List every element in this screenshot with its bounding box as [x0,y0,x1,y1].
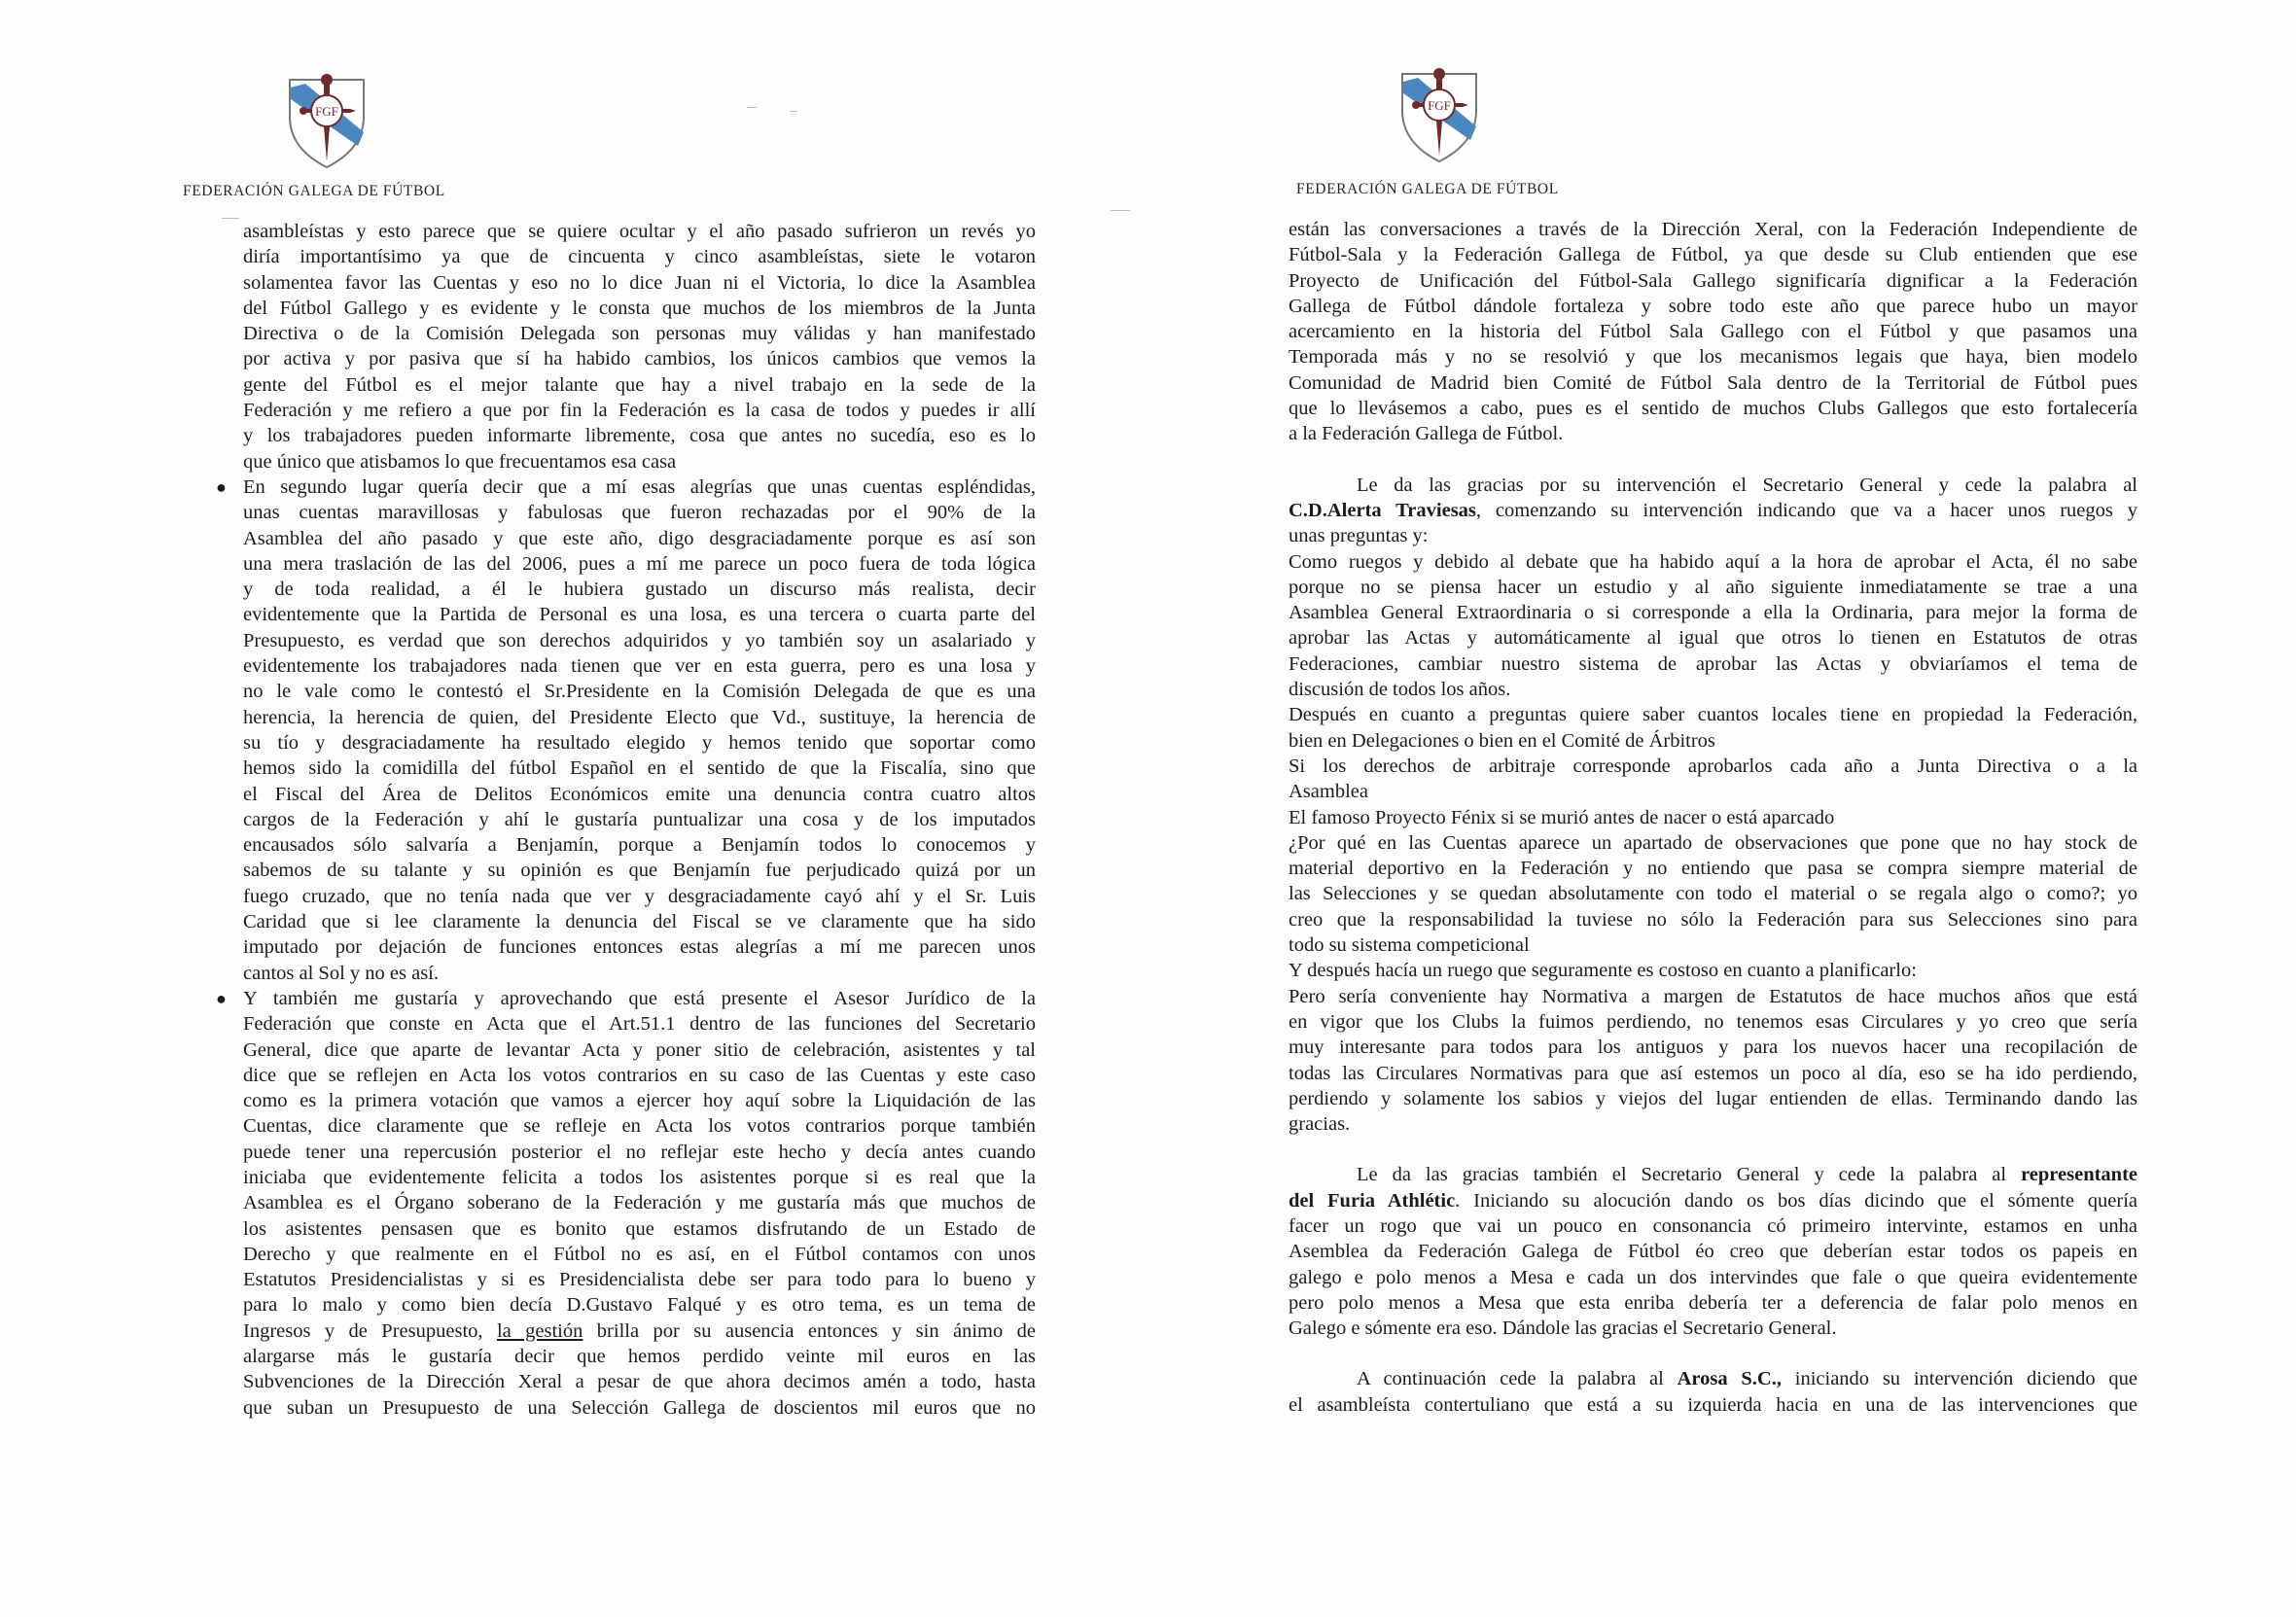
text-line: Derecho y que realmente en el Fútbol no es así, en el Fútbol contamos con unos [243,1243,1036,1265]
text-line: que único que atisbamos lo que frecuentamos esa casa [243,450,677,473]
text-line: Comunidad de Madrid bien Comité de Fútbol Sala dentro de la Territorial de Fútbol pues [1289,371,2137,394]
text-line: sabemos de su talante y su opinión es que Benjamín fue perjudicado quizá por un [243,860,1036,882]
text-line: material deportivo en la Federación y no entiendo que pasa se compra siempre material de [1289,858,2137,880]
text-line: unas preguntas y: [1289,525,1429,547]
text-line: el asambleísta contertuliano que está a su izquierda hacia en una de las intervenciones que [1289,1393,2137,1416]
federation-logo [1398,66,1480,163]
text-line: no le vale como le contestó el Sr.Presidente en la Comisión Delegada de que es una [243,681,1036,703]
text-line: Y también me gustaría y aprovechando que está presente el Asesor Jurídico de la [243,987,1036,1009]
text-line: Estatutos Presidencialistas y si es Presidencialista debe ser para todo para lo bueno y [243,1269,1036,1291]
text-line: iniciaba que evidentemente felicita a todos los asistentes porque si es real que la [243,1166,1036,1188]
text-line: bien en Delegaciones o bien en el Comité de Árbitros [1289,729,1715,752]
bullet-paragraph [216,986,1036,1421]
text-line: del Fútbol Gallego y es evidente y le consta que muchos de los miembros de la Junta [243,297,1036,319]
paragraph [1289,830,2137,958]
text-line: Fútbol-Sala y la Federación Gallega de Fútbol, ya que desde su Club entienden que ese [1289,244,2137,266]
scan-artifact [222,218,239,219]
text-line: solamentea favor las Cuentas y eso no lo dice Juan ni el Victoria, lo dice la Asamblea [243,271,1036,294]
document-body [216,219,1036,1421]
paragraph [1289,1162,2137,1341]
text-line: diría importantísimo ya que de cincuenta y cinco asambleístas, siete le votaron [243,246,1036,268]
text-line: puede tener una repercusión posterior el no reflejar este hecho y decía antes cuando [243,1141,1036,1163]
text-line: Temporada más y no se resolvió y que los mecanismos legais que haya, bien modelo [1289,346,2137,369]
text-line: y de toda realidad, a él le hubiera gustado un discurso más realista, decir [243,579,1036,601]
text-section [1289,217,2137,447]
text-line: creo que la responsabilidad la tuviese no sólo la Federación para sus Selecciones sino para [1289,908,2137,931]
text-line: Asamblea General Extraordinaria o si corresponde a ella la Ordinaria, para mejor la forma de [1289,602,2137,624]
text-line: Caridad que si lee claramente la denuncia del Fiscal se ve claramente que ha sido [243,911,1036,933]
text-line: cargos de la Federación y ahí le gustaría puntualizar una cosa y de los imputados [243,808,1036,830]
text-line: unas cuentas maravillosas y fabulosas que fueron rechazadas por el 90% de la [243,502,1036,524]
text-line: galego e polo menos a Mesa e cada un dos intervindes que fale o que queira evidentemente [1289,1266,2137,1288]
federation-logo [286,72,368,169]
text-line: y los trabajadores pueden informarte libremente, cosa que antes no sucedía, eso es lo [243,425,1036,447]
text-line: en vigor que los Clubs la fuimos perdiendo, no tenemos esas Circulares y yo creo que sería [1289,1010,2137,1033]
text-line: del Furia Athlétic. Iniciando su alocución dando os bos días dicindo que el sómente quería [1289,1189,2137,1212]
text-line: los asistentes pensasen que es bonito que estamos disfrutando de un Estado de [243,1217,1036,1240]
text-line: el Fiscal del Área de Delitos Económicos emite una denuncia contra cuatro altos [243,783,1036,805]
bold-text: del Furia Athlétic [1289,1189,1456,1212]
text-line: que suban un Presupuesto de una Selección Gallega de doscientos mil euros que no [243,1396,1036,1419]
text-line: porque no se piensa hacer un estudio y al año siguiente inmediatamente se trae a una [1289,576,2137,598]
text-line: para lo malo y como bien decía D.Gustavo Falqué y es otro tema, es un tema de [243,1294,1036,1317]
text-line: Asamblea es el Órgano soberano de la Federación y me gustaría más que muchos de [243,1192,1036,1214]
text-line: ¿Por qué en las Cuentas aparece un apartado de observaciones que pone que no hay stock de [1289,831,2137,854]
text-line: Galego e sómente era eso. Dándole las gracias el Secretario General. [1289,1318,1837,1340]
scan-artifact [747,107,757,108]
text-line: como es la primera votación que vamos a ejercer hoy aquí sobre la Liquidación de las [243,1090,1036,1112]
text-line: perdiendo y solamente los sabios y viejos del lugar entienden de ellas. Terminando dando las [1289,1087,2137,1109]
organization-header: FEDERACIÓN GALEGA DE FÚTBOL [183,183,445,199]
text-line: discusión de todos los años. [1289,679,1511,701]
text-line: fuego cruzado, que no tenía nada que ver y desgraciadamente cayó ahí y el Sr. Luis [243,885,1036,907]
text-line: Federación y me refiero a que por fin la Federación es la casa de todos y puedes ir allí [243,400,1036,422]
text-line: Asamblea [1289,781,1368,803]
text-line: C.D.Alerta Traviesas, comenzando su intervención indicando que va a hacer unos ruegos y [1289,499,2137,521]
bold-text: Arosa S.C., [1677,1368,1782,1390]
bullet-icon: ● [216,476,227,497]
text-line: cantos al Sol y no es así. [243,962,439,984]
paragraph [1289,984,2137,1138]
text-section [1289,1162,2137,1341]
text-line: General, dice que aparte de levantar Acta y poner sitio de celebración, asistentes y tal [243,1038,1036,1061]
text-line: gracias. [1289,1113,1351,1136]
text-line: Federación que conste en Acta que el Art.51.1 dentro de las funciones del Secretario [243,1013,1036,1036]
text-line: Cuentas, dice claramente que se refleje en Acta los votos contrarios porque también [243,1115,1036,1138]
text-section [216,219,1036,1421]
text-line: En segundo lugar quería decir que a mí esas alegrías que unas cuentas espléndidas, [243,475,1036,498]
scan-artifact [790,111,797,112]
paragraph [1289,702,2137,754]
paragraph [1289,958,2137,983]
shield-crest-icon [1398,66,1480,163]
text-line: gente del Fútbol es el mejor talante que hay a nivel trabajo en la sede de la [243,373,1036,396]
paragraph [1289,805,2137,830]
svg-text:FGF: FGF [1428,98,1451,113]
paragraph [1289,1366,2137,1418]
text-section [1289,1366,2137,1418]
text-line: a la Federación Gallega de Fútbol. [1289,423,1564,445]
text-line: Federaciones, cambiar nuestro sistema de aprobar las Actas y obviaríamos el tema de [1289,652,2137,675]
text-line: las Selecciones y se quedan absolutamente con todo el material o se regala algo o como?; yo [1289,883,2137,905]
text-line: evidentemente que la Partida de Personal es una losa, es una tercera o cuarta parte del [243,604,1036,626]
paragraph [243,219,1036,475]
text-line: todo su sistema competicional [1289,934,1530,957]
document-body [1289,217,2137,1418]
text-line: que lo llevásemos a cabo, pues es el sentido de muchos Clubs Gallegos que esto fortalecería [1289,398,2137,420]
text-line: aprobar las Actas y automáticamente al igual que otros lo tienen en Estatutos de otras [1289,627,2137,650]
text-line: muy interesante para todos para los antiguos y para los nuevos hacer una recopilación de [1289,1037,2137,1059]
text-line: acercamiento en la historia del Fútbol Sala Gallego con el Fútbol y que pasamos una [1289,321,2137,343]
bullet-icon: ● [216,988,227,1008]
paragraph [1289,473,2137,549]
text-line: evidentemente los trabajadores nada tienen que ver en esta guerra, pero es una losa y [243,655,1036,678]
text-line: todas las Circulares Normativas para que así estemos un poco al día, eso se ha ido perdiendo, [1289,1062,2137,1084]
bullet-paragraph [216,475,1036,986]
text-line: su tío y desgraciadamente ha resultado elegido y hemos tenido que soportar como [243,731,1036,754]
text-line: imputado por dejación de funciones entonces estas alegrías a mí me parecen unos [243,936,1036,959]
text-line: pero polo menos a Mesa que esta enriba debería ter a deferencia de falar polo menos en [1289,1291,2137,1314]
text-section [1289,473,2137,1138]
text-line: asambleístas y esto parece que se quiere ocultar y el año pasado sufrieron un revés yo [243,221,1036,242]
paragraph [1289,754,2137,805]
text-line: por activa y por pasiva que sí ha habido cambios, los únicos cambios que vemos la [243,348,1036,370]
text-line: Asemblea da Federación Galega de Fútbol éo creo que deberían estar todos os papeis en [1289,1241,2137,1263]
text-line: una mera traslación de las del 2006, pues a mí me parece un poco fuera de toda lógica [243,552,1036,575]
paragraph [1289,549,2137,703]
bold-text: C.D.Alerta Traviesas [1289,499,1476,521]
text-line: Ingresos y de Presupuesto, la gestión brilla por su ausencia entonces y sin ánimo de [243,1319,1036,1342]
text-line: Le da las gracias por su intervención el Secretario General y cede la palabra al [1357,474,2137,496]
text-line: dice que se reflejen en Acta los votos contrarios en su caso de las Cuentas y este caso [243,1064,1036,1086]
text-line: hemos sido la comidilla del fútbol Español en el sentido de que la Fiscalía, sino que [243,757,1036,780]
text-line: Subvenciones de la Dirección Xeral a pesar de que ahora decimos amén a todo, hasta [243,1371,1036,1393]
text-line: facer un rogo que vai un pouco en consonancia có primeiro intervinte, estamos en unha [1289,1214,2137,1237]
text-line: encausados sólo salvaría a Benjamín, porque a Benjamín todos lo conocemos y [243,834,1036,857]
text-line: Pero sería conveniente hay Normativa a margen de Estatutos de hace muchos años que está [1289,985,2137,1007]
text-line: Y después hacía un ruego que seguramente es costoso en cuanto a planificarlo: [1289,960,1917,982]
text-line: Como ruegos y debido al debate que ha habido aquí a la hora de aprobar el Acta, él no sabe [1289,550,2137,573]
text-line: El famoso Proyecto Fénix si se murió antes de nacer o está aparcado [1289,806,1835,828]
document-page-right [1148,0,2296,1617]
svg-text:FGF: FGF [315,104,338,119]
bold-text: representante [2021,1164,2137,1186]
shield-crest-icon [286,72,368,169]
organization-header: FEDERACIÓN GALEGA DE FÚTBOL [1296,181,1559,197]
text-line: Si los derechos de arbitraje corresponde aprobarlos cada año a Junta Directiva o a la [1289,755,2137,777]
paragraph [1289,217,2137,447]
text-line: Proyecto de Unificación del Fútbol-Sala Gallego significaría dignificar a la Federación [1289,269,2137,292]
underlined-text: la gestión [496,1319,583,1342]
text-line: están las conversaciones a través de la Dirección Xeral, con la Federación Independiente de [1289,219,2137,240]
text-line: A continuación cede la palabra al Arosa S.C., iniciando su intervención diciendo que [1357,1368,2138,1390]
text-line: Después en cuanto a preguntas quiere saber cuantos locales tiene en propiedad la Federación, [1289,704,2137,726]
text-line: Gallega de Fútbol dándole fortaleza y sobre todo este año que parece hubo un mayor [1289,295,2137,317]
text-line: alargarse más le gustaría decir que hemos perdido veinte mil euros en las [243,1346,1036,1368]
text-line: Le da las gracias también el Secretario General y cede la palabra al representante [1357,1164,2137,1186]
text-line: Presupuesto, es verdad que son derechos adquiridos y yo también soy un asalariado y [243,629,1036,651]
scan-artifact [1111,210,1130,211]
text-line: Directiva o de la Comisión Delegada son personas muy válidas y han manifestado [243,323,1036,345]
text-line: Asamblea del año pasado y que este año, digo desgraciadamente porque es así son [243,527,1036,549]
text-line: herencia, la herencia de quien, del Presidente Electo que Vd., sustituye, la herencia de [243,706,1036,728]
